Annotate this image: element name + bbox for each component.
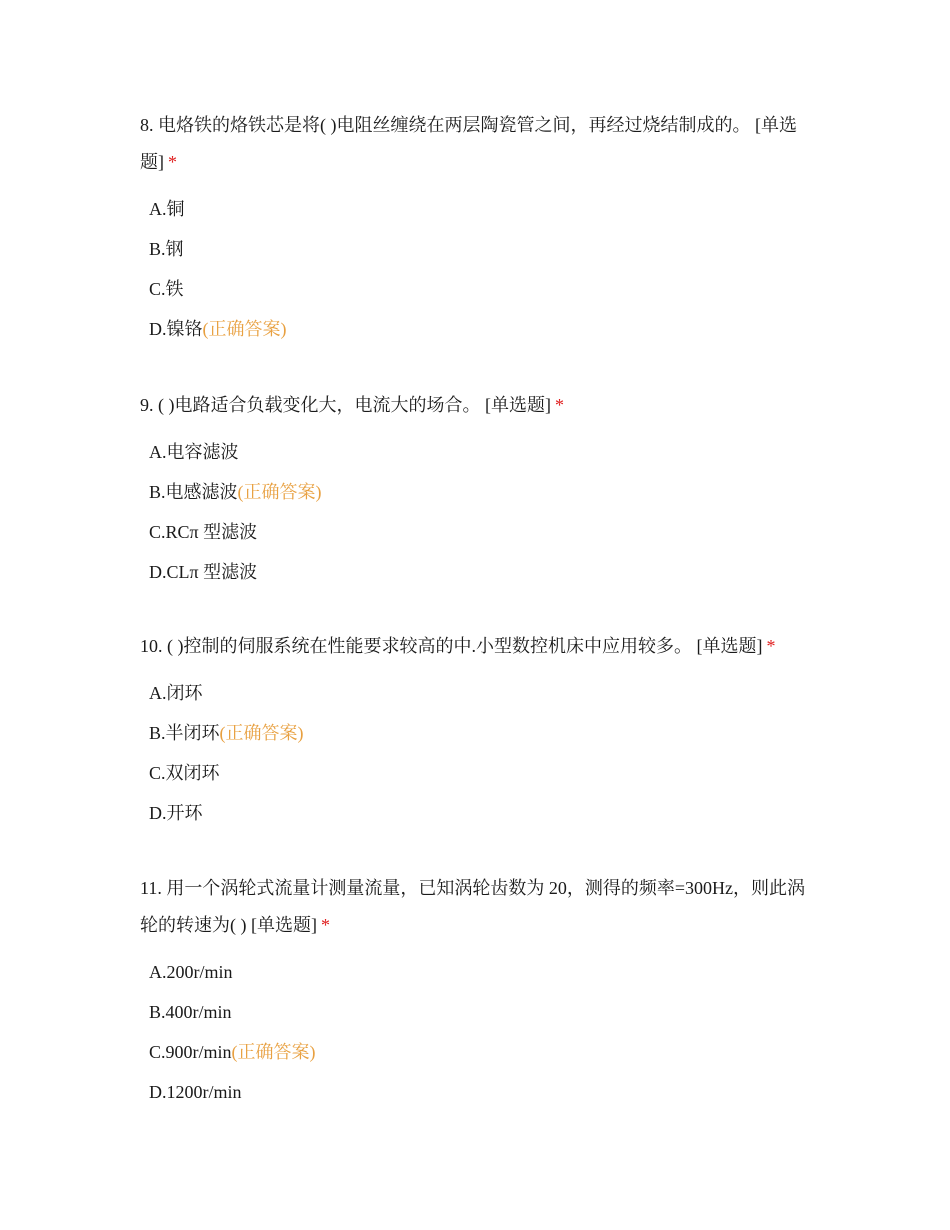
option-item [149,793,812,833]
option-item [149,673,812,713]
options-list [140,189,812,349]
option-item [149,512,812,552]
option-label: C.900r/min [149,1042,232,1062]
option-label: D.镍铬 [149,319,203,339]
correct-answer-tag: (正确答案) [202,319,287,339]
required-marker: * [168,152,177,172]
option-item [149,992,812,1032]
question-block [140,628,812,833]
option-label: C.RCπ 型滤波 [149,522,258,542]
option-item [149,269,812,309]
options-list [140,673,812,833]
option-label: A.电容滤波 [149,442,239,462]
option-item [149,189,812,229]
question-label: 8. 电烙铁的烙铁芯是将( )电阻丝缠绕在两层陶瓷管之间，再经过烧结制成的。 [单选题] [140,115,797,172]
question-text [140,628,812,665]
question-label: 10. ( )控制的伺服系统在性能要求较高的中.小型数控机床中应用较多。 [单选题] [140,636,763,656]
question-label: 11. 用一个涡轮式流量计测量流量，已知涡轮齿数为 20，测得的频率=300Hz，则此涡轮的转速为( ) [单选题] [140,878,805,935]
option-label: C.双闭环 [149,763,220,783]
option-label: C.铁 [149,279,184,299]
option-label: A.闭环 [149,683,203,703]
correct-answer-tag: (正确答案) [219,723,304,743]
question-label: 9. ( )电路适合负载变化大，电流大的场合。 [单选题] [140,395,551,415]
required-marker: * [320,915,330,935]
required-marker: * [554,395,564,415]
option-label: B.半闭环 [149,723,220,743]
question-block [140,387,812,592]
option-item [149,952,812,992]
option-label: B.钢 [149,239,184,259]
option-item [149,713,812,753]
option-item [149,753,812,793]
correct-answer-tag: (正确答案) [231,1042,316,1062]
question-block [140,107,812,349]
option-item [149,229,812,269]
option-item [149,1072,812,1112]
option-item [149,432,812,472]
option-label: B.电感滤波 [149,482,238,502]
question-text [140,870,812,944]
question-text [140,387,812,424]
option-label: B.400r/min [149,1002,232,1022]
option-label: D.开环 [149,803,203,823]
option-item [149,1032,812,1072]
question-text [140,107,812,181]
option-label: D.1200r/min [149,1082,242,1102]
option-item [149,309,812,349]
option-label: A.铜 [149,199,185,219]
option-label: A.200r/min [149,962,233,982]
options-list [140,432,812,592]
required-marker: * [766,636,776,656]
option-item [149,472,812,512]
option-item [149,552,812,592]
option-label: D.CLπ 型滤波 [149,562,258,582]
correct-answer-tag: (正确答案) [237,482,322,502]
question-block [140,870,812,1112]
options-list [140,952,812,1112]
